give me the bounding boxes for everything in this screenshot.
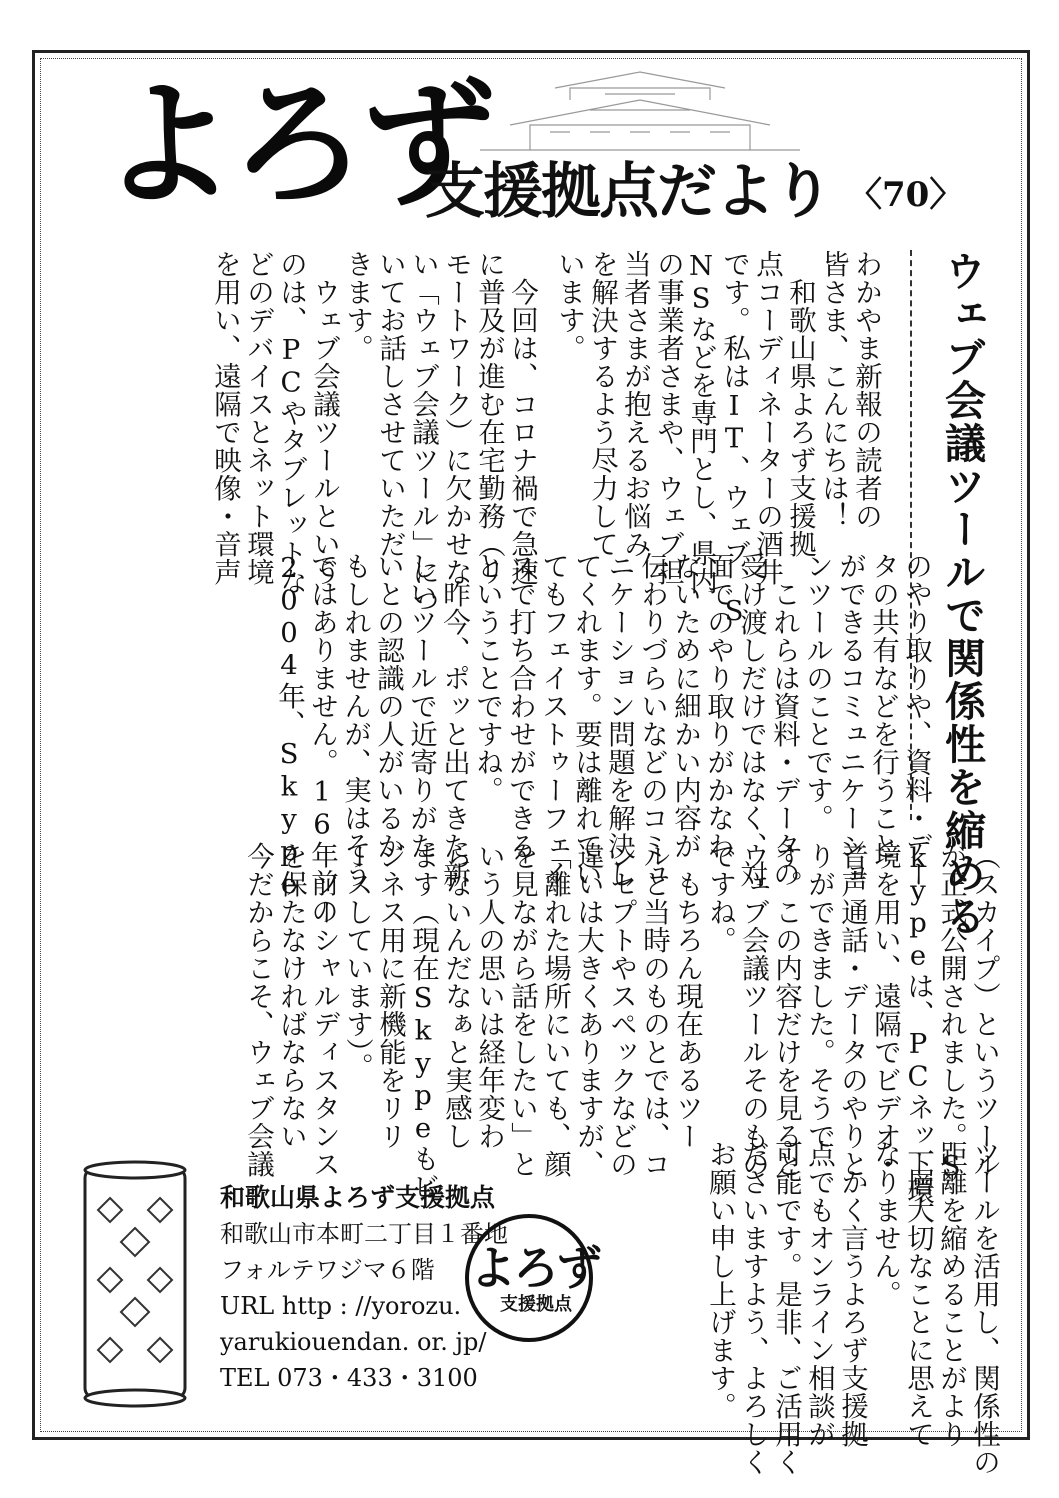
address-line-1: 和歌山市本町二丁目１番地 [220, 1220, 508, 1248]
article-column-2: 今回は、コロナ禍で急速 に普及が進む在宅勤務（リ モートワーク）に欠かせな い「ウェブ会議ツール」につ いてお話しさせていただ きます。 ウェブ会議ツールという のは、PCやタブレットな どのデバイスとネット環境 を用い、遠隔で映像・音声 [209, 250, 538, 614]
castle-illustration [440, 70, 840, 160]
article-headline: ウェブ会議ツールで関係性を縮める [938, 250, 986, 938]
article-column-3: のやり取りや、資料・デー タの共有などを行うこと ができるコミュニケーショ ンツールのことです。 これらは資料・データの 受け渡しだけではなく、対 面でのやり取りがかなわ ないために細かい内容が 伝わりづらいなどのコミュ ニケーション問題を解決し てくれます。要は離れてい てもフェイストゥーフェイ スで打ち合わせができる ということですね。 昨今、ポッと出てきた新 しいツールで近寄りがた いとの認識の人がいるか もしれませんが、実はそう ではありません。16年前の 2004年、Skype [273, 552, 932, 925]
url-line-1: URL http : //yorozu. [220, 1292, 462, 1320]
stamp-logo: よろず [470, 1241, 599, 1295]
masthead-subtitle: 支援拠点だより [425, 157, 831, 227]
masthead-logo: よろず [100, 67, 490, 225]
article-column-1: わかやま新報の読者の 皆さま、こんにちは！ 和歌山県よろず支援拠 点コーディネーターの酒井 です。私はIT、ウェブ、S NSなどを専門とし、県内 の事業者さまや、ウェブ担 当者さまが抱えるお悩み を解決するよう尽力して います。 [553, 250, 882, 628]
org-name: 和歌山県よろず支援拠点 [220, 1183, 496, 1212]
issue-number: 〈70〉 [848, 175, 964, 215]
stamp-subtitle: 支援拠点 [500, 1294, 572, 1315]
tel-line: TEL 073・433・3100 [220, 1364, 478, 1392]
article-column-4: （スカイプ）というツール が正式公開されました。S kypeは、PCネット環 境を用い、遠隔でビデオ・ 音声通話・データのやりと りができました。そうで す。この内容だけを見ると ウェブ会議ツールそのもの ですね。 もちろん現在あるツー ルと当時のものとでは、コ ンセプトやスペックなどの 違いは大きくありますが、 「離れた場所にいても、顔 を見ながら話をしたい」と いう人の思いは経年変わ らないんだなぁと実感し ます（現在Skypeもビ ジネス用に新機能をリリ ースしています）。 ソーシャルディスタンス を保たなければならない 今だからこそ、ウェブ会議 [242, 842, 1000, 1205]
url-line-2: yarukiouendan. or. jp/ [220, 1328, 487, 1356]
article-column-5: ツールを活用し、関係性の 距離を縮めることがより 一層大切なことに思えて なりません。 かく言うよろず支援拠 点でもオンライン相談が 可能です。是非、ご活用く ださいますよう、よろしく お願い申し上げます。 [704, 1140, 1000, 1476]
address-line-2: フォルテワジマ６階 [220, 1256, 435, 1284]
scroll-ornament-icon [80, 1158, 190, 1408]
